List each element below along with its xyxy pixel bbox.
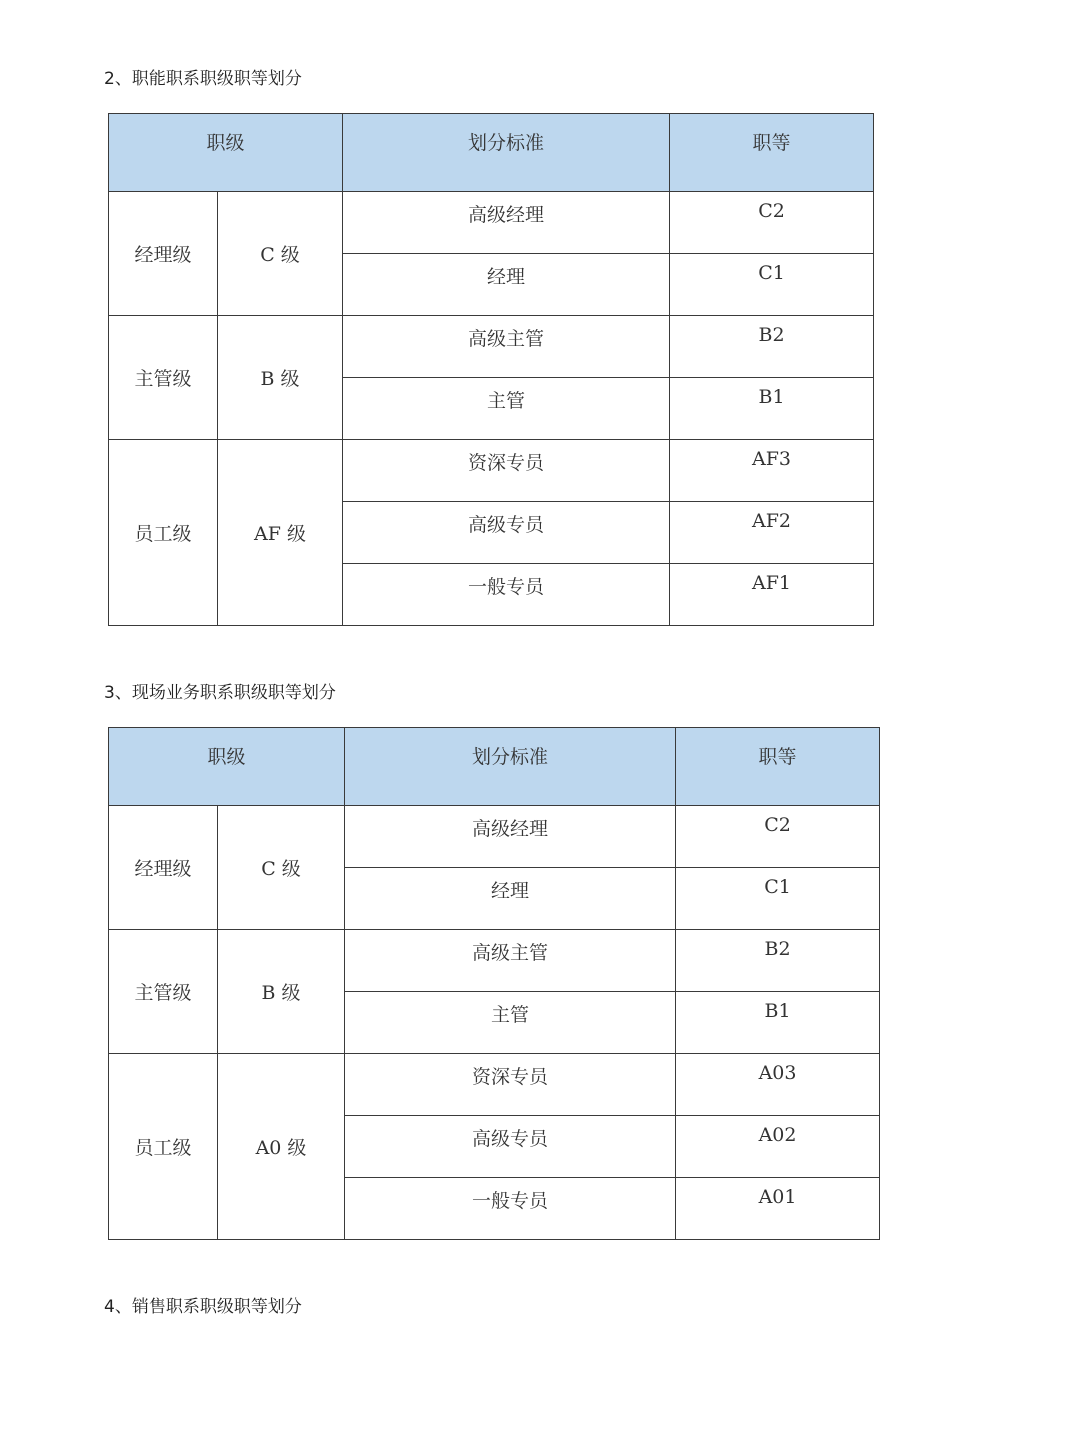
header-standard: 划分标准 (345, 728, 676, 806)
level-cell: 主管级 (109, 316, 218, 440)
grade-cell: C2 (676, 806, 880, 868)
standard-cell: 经理 (345, 868, 676, 930)
grade-cell: C2 (670, 192, 874, 254)
header-level: 职级 (109, 728, 345, 806)
band-cell: C 级 (218, 806, 345, 930)
standard-cell: 经理 (343, 254, 670, 316)
header-grade: 职等 (670, 114, 874, 192)
band-cell: B 级 (218, 316, 343, 440)
table-header-row (109, 728, 880, 806)
functional-grade-table (108, 113, 874, 626)
level-cell: 员工级 (109, 440, 218, 626)
standard-cell: 资深专员 (345, 1054, 676, 1116)
band-cell: C 级 (218, 192, 343, 316)
standard-cell: 高级主管 (343, 316, 670, 378)
standard-cell: 高级专员 (343, 502, 670, 564)
standard-cell: 主管 (343, 378, 670, 440)
grade-cell: A02 (676, 1116, 880, 1178)
grade-cell: AF2 (670, 502, 874, 564)
standard-cell: 高级经理 (345, 806, 676, 868)
standard-cell: 高级主管 (345, 930, 676, 992)
table-row (109, 1054, 880, 1116)
level-cell: 员工级 (109, 1054, 218, 1240)
standard-cell: 高级专员 (345, 1116, 676, 1178)
header-grade: 职等 (676, 728, 880, 806)
table-row (109, 806, 880, 868)
grade-cell: AF3 (670, 440, 874, 502)
standard-cell: 一般专员 (345, 1178, 676, 1240)
level-cell: 经理级 (109, 806, 218, 930)
band-cell: AF 级 (218, 440, 343, 626)
grade-cell: B2 (676, 930, 880, 992)
band-cell: A0 级 (218, 1054, 345, 1240)
table-row (109, 192, 874, 254)
table-header-row (109, 114, 874, 192)
standard-cell: 资深专员 (343, 440, 670, 502)
standard-cell: 高级经理 (343, 192, 670, 254)
level-cell: 经理级 (109, 192, 218, 316)
table-row (109, 316, 874, 378)
grade-cell: AF1 (670, 564, 874, 626)
field-business-grade-table (108, 727, 880, 1240)
grade-cell: C1 (676, 868, 880, 930)
grade-cell: B1 (670, 378, 874, 440)
header-standard: 划分标准 (343, 114, 670, 192)
level-cell: 主管级 (109, 930, 218, 1054)
header-level: 职级 (109, 114, 343, 192)
grade-cell: B1 (676, 992, 880, 1054)
grade-cell: B2 (670, 316, 874, 378)
section-heading-field-business: 3、现场业务职系职级职等划分 (104, 683, 336, 703)
section-heading-functional: 2、职能职系职级职等划分 (104, 69, 302, 89)
table-row (109, 440, 874, 502)
standard-cell: 一般专员 (343, 564, 670, 626)
band-cell: B 级 (218, 930, 345, 1054)
grade-cell: A03 (676, 1054, 880, 1116)
table-row (109, 930, 880, 992)
grade-cell: A01 (676, 1178, 880, 1240)
grade-cell: C1 (670, 254, 874, 316)
section-heading-sales: 4、销售职系职级职等划分 (104, 1297, 302, 1317)
standard-cell: 主管 (345, 992, 676, 1054)
